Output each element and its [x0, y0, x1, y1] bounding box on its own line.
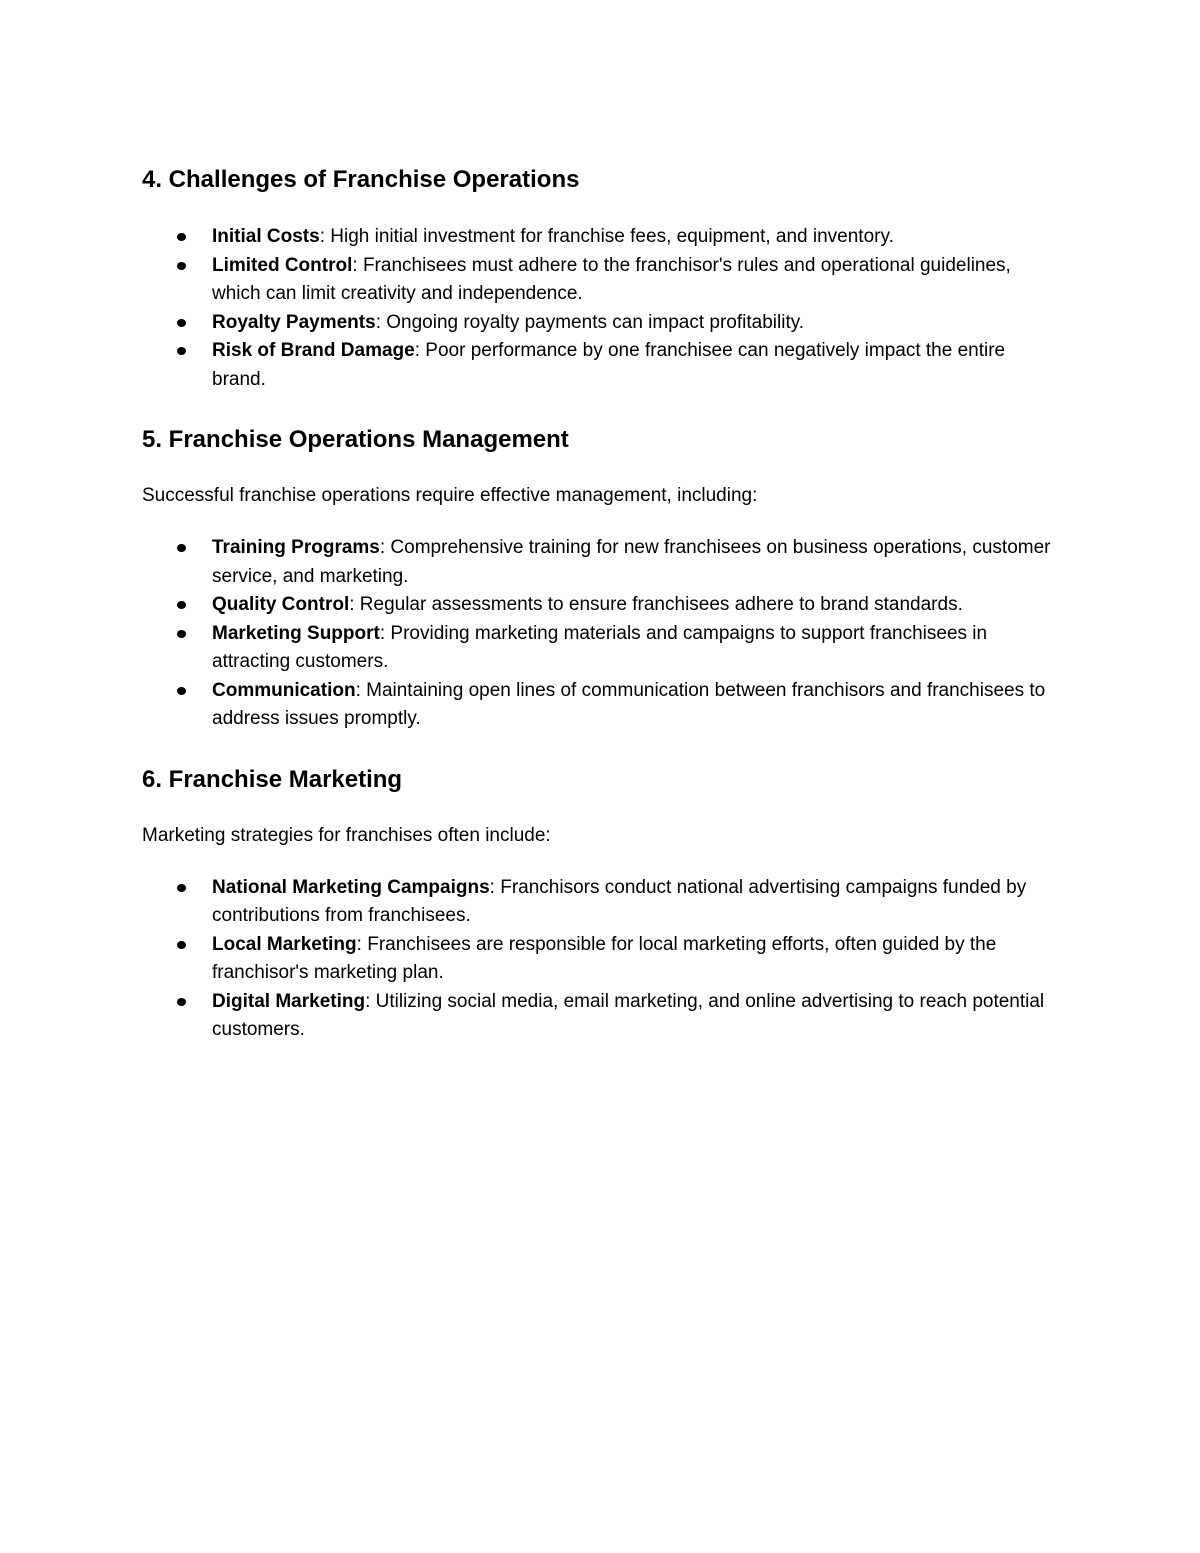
document-page	[142, 164, 1062, 1045]
bullet-icon	[177, 262, 186, 270]
bullet-icon	[177, 630, 186, 638]
management-list	[142, 534, 1062, 734]
list-item	[212, 223, 1062, 252]
section-heading-franchise-marketing: 6. Franchise Marketing	[142, 765, 403, 793]
bullet-icon	[177, 687, 186, 695]
list-item-term: Training Programs	[212, 537, 380, 558]
list-item	[212, 677, 1062, 734]
list-item-term: Digital Marketing	[212, 990, 366, 1012]
list-item-term: National Marketing Campaigns	[212, 876, 490, 898]
marketing-list	[142, 874, 1062, 1045]
list-item-term: Quality Control	[212, 594, 350, 615]
list-item-text: : High initial investment for franchise fees, equipment, and inventory.	[319, 226, 894, 247]
list-item-text: : Franchisors conduct national advertising campaigns funded by contributions from franchisees.	[212, 876, 1027, 926]
bullet-icon	[177, 544, 186, 552]
list-item	[212, 337, 1062, 394]
list-item-text: : Comprehensive training for new franchisees on business operations, customer service, and marketing.	[212, 537, 1051, 587]
list-item-text: : Poor performance by one franchisee can negatively impact the entire brand.	[212, 340, 1006, 390]
list-item-text: : Franchisees must adhere to the franchisor's rules and operational guidelines, which can limit creativity and independence.	[212, 254, 1011, 304]
bullet-icon	[177, 319, 186, 327]
list-item-text: : Regular assessments to ensure franchisees adhere to brand standards.	[349, 594, 963, 615]
list-item	[212, 309, 1062, 338]
list-item-text: : Franchisees are responsible for local marketing efforts, often guided by the franchisor's marketing plan.	[212, 933, 997, 983]
list-item-term: Initial Costs	[212, 226, 320, 247]
section-heading-challenges: 4. Challenges of Franchise Operations	[142, 166, 580, 193]
bullet-icon	[177, 884, 186, 892]
list-item-text: : Ongoing royalty payments can impact profitability.	[375, 311, 805, 333]
list-item-text: : Maintaining open lines of communication between franchisors and franchisees to address issues promptly.	[212, 679, 1046, 729]
list-item	[212, 591, 1062, 620]
bullet-icon	[177, 233, 186, 241]
section-intro: Successful franchise operations require effective management, including:	[142, 485, 758, 506]
list-item-term: Local Marketing	[212, 933, 357, 955]
list-item	[212, 874, 1062, 931]
list-item	[212, 620, 1062, 677]
section-heading-operations-management: 5. Franchise Operations Management	[142, 426, 569, 453]
challenges-list	[142, 223, 1062, 394]
list-item-term: Communication	[212, 679, 356, 701]
section-intro: Marketing strategies for franchises often include:	[142, 824, 551, 846]
list-item-term: Risk of Brand Damage	[212, 340, 415, 361]
list-item	[212, 252, 1062, 309]
list-item	[212, 931, 1062, 988]
bullet-icon	[177, 998, 186, 1006]
bullet-icon	[177, 601, 186, 609]
list-item	[212, 534, 1062, 591]
list-item-text: : Utilizing social media, email marketing, and online advertising to reach potential customers.	[212, 990, 1045, 1040]
list-item-text: : Providing marketing materials and campaigns to support franchisees in attracting customers.	[212, 622, 988, 672]
bullet-icon	[177, 347, 186, 355]
list-item-term: Royalty Payments	[212, 311, 376, 333]
list-item-term: Limited Control	[212, 254, 353, 276]
list-item	[212, 988, 1062, 1045]
list-item-term: Marketing Support	[212, 622, 380, 644]
bullet-icon	[177, 941, 186, 949]
